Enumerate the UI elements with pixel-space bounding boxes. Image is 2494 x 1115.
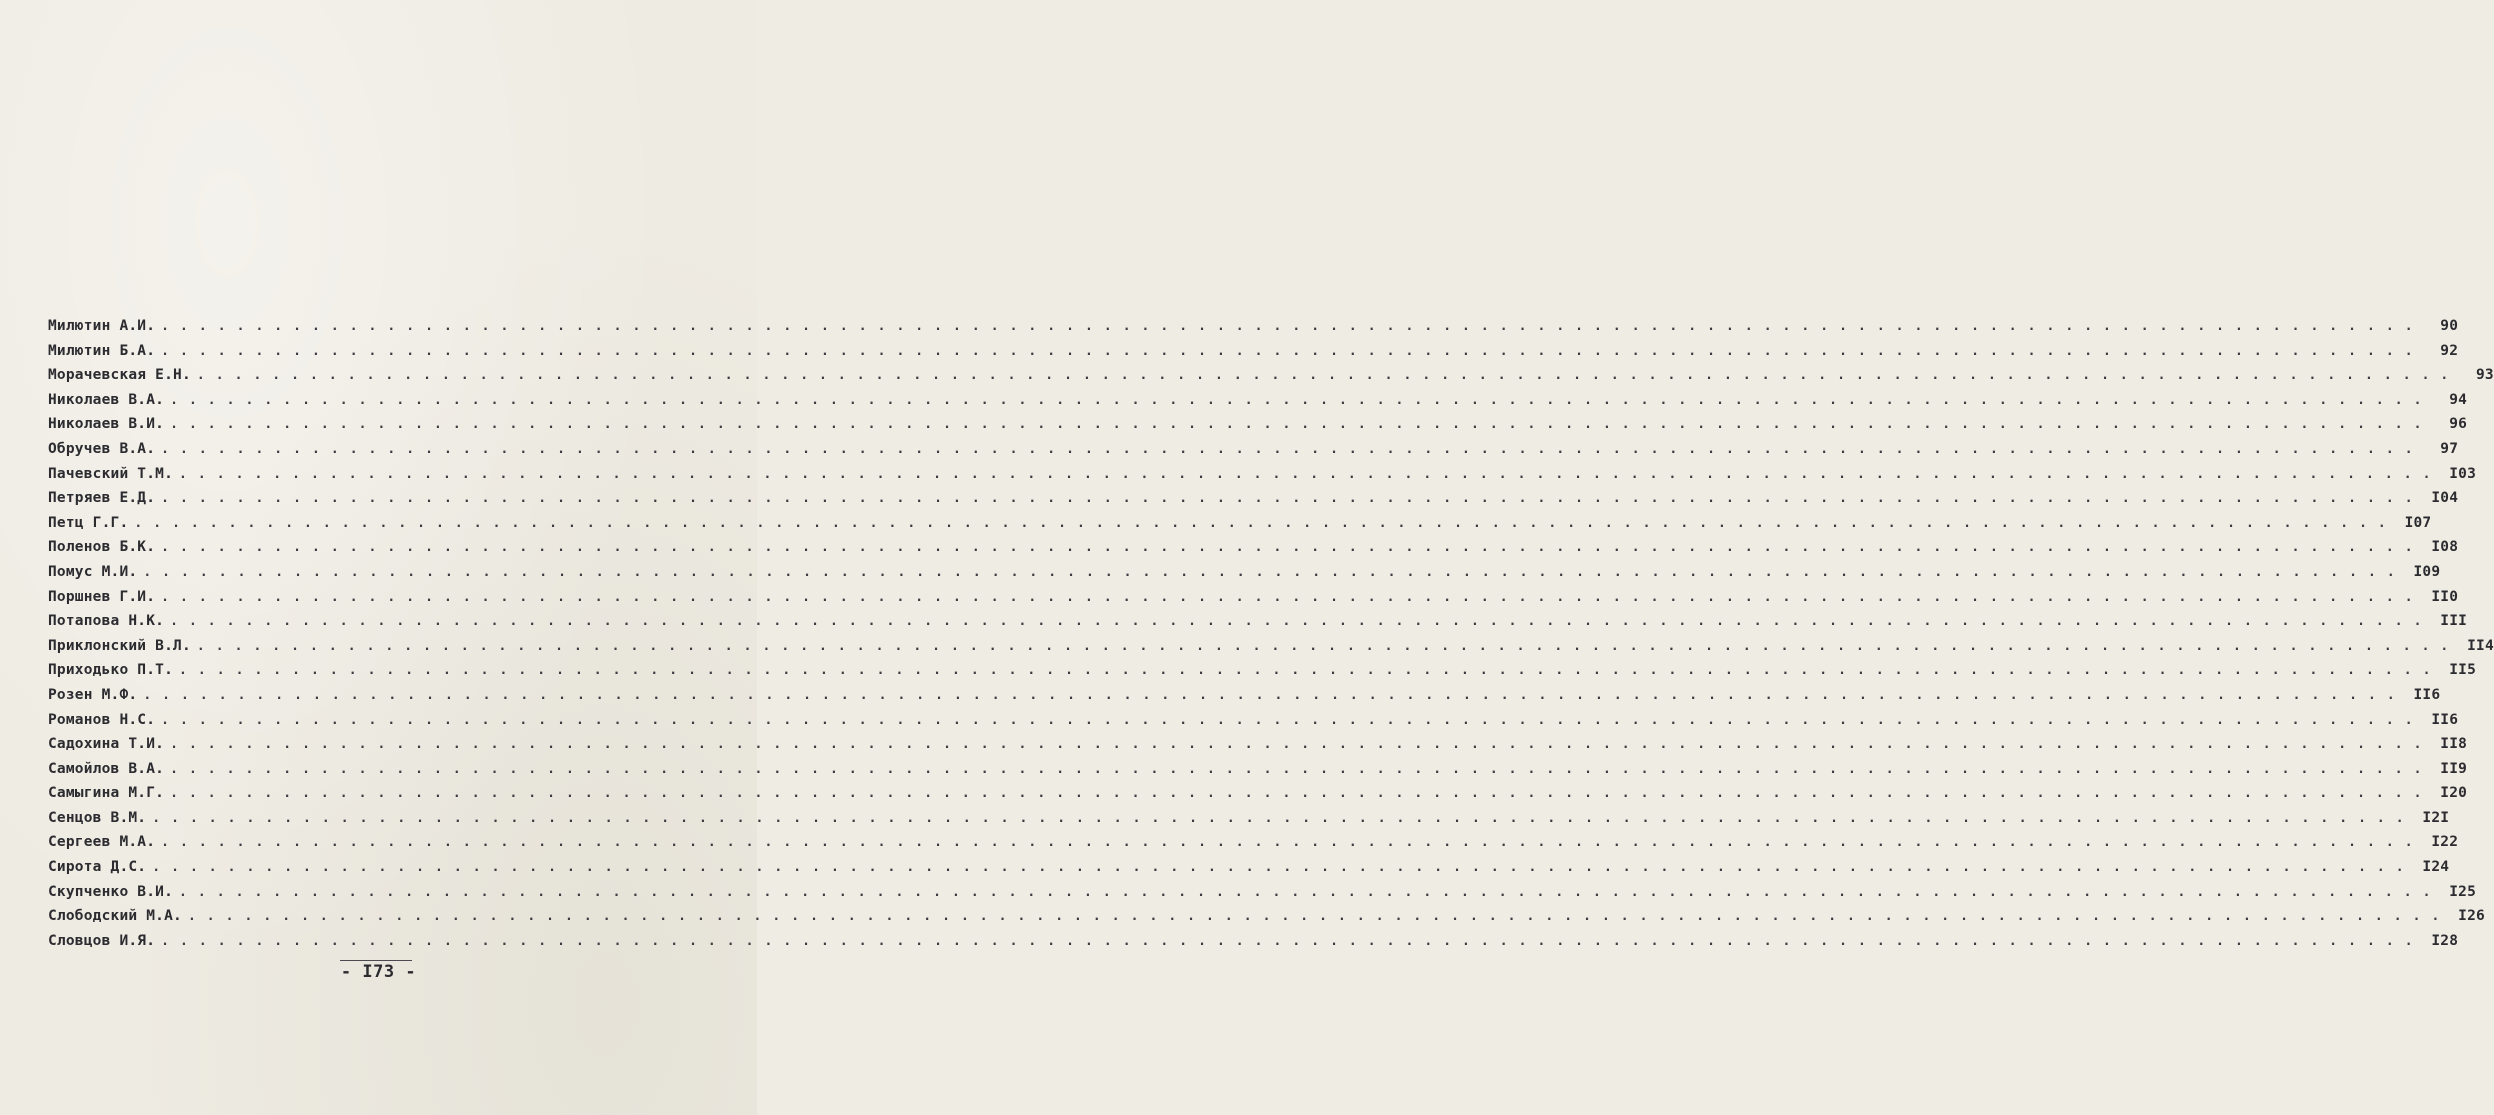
index-entry [48, 904, 2485, 929]
index-entry [48, 511, 2432, 536]
index-entry-leader-dots: . . . . . . . . . . . . . . . . . . . . . . . . . . . . . . . . . . . . . . . . . . . . . . . . . . . . . . . . . . . . . . . . . . . . . . . . . . . . . . . . . . . . . . . . . . . . . . . . . . . . . . . . . . . . . . . . . . . . . . . . [170, 392, 2424, 408]
index-entry-leader-dots: . . . . . . . . . . . . . . . . . . . . . . . . . . . . . . . . . . . . . . . . . . . . . . . . . . . . . . . . . . . . . . . . . . . . . . . . . . . . . . . . . . . . . . . . . . . . . . . . . . . . . . . . . . . . . . . . . . . . . . . . [170, 737, 2424, 753]
index-entry-name: Петц Г.Г. [48, 514, 129, 531]
index-entry [48, 314, 2459, 339]
index-entry-page: I03 [2449, 465, 2477, 482]
index-entry [48, 388, 2468, 413]
index-entry-leader-dots: . . . . . . . . . . . . . . . . . . . . . . . . . . . . . . . . . . . . . . . . . . . . . . . . . . . . . . . . . . . . . . . . . . . . . . . . . . . . . . . . . . . . . . . . . . . . . . . . . . . . . . . . . . . . . . . . . . . . . . . . [143, 687, 2397, 703]
index-entry-page: I04 [2431, 490, 2459, 507]
index-entry-name: Петряев Е.Д. [48, 490, 156, 507]
index-entry-leader-dots: . . . . . . . . . . . . . . . . . . . . . . . . . . . . . . . . . . . . . . . . . . . . . . . . . . . . . . . . . . . . . . . . . . . . . . . . . . . . . . . . . . . . . . . . . . . . . . . . . . . . . . . . . . . . . . . . . . . . . . . . [170, 614, 2424, 630]
index-entry-leader-dots: . . . . . . . . . . . . . . . . . . . . . . . . . . . . . . . . . . . . . . . . . . . . . . . . . . . . . . . . . . . . . . . . . . . . . . . . . . . . . . . . . . . . . . . . . . . . . . . . . . . . . . . . . . . . . . . . . . . . . . . . [161, 319, 2415, 334]
index-entry-name: Николаев В.А. [48, 391, 165, 408]
index-entry [48, 929, 2459, 954]
index-entry-name: Садохина Т.И. [48, 736, 165, 753]
index-entry [48, 855, 2450, 880]
index-entry-page: I28 [2431, 932, 2459, 949]
index-entry-page: II5 [2449, 662, 2477, 679]
index-entry-page: 94 [2449, 391, 2468, 408]
index-entry-leader-dots: . . . . . . . . . . . . . . . . . . . . . . . . . . . . . . . . . . . . . . . . . . . . . . . . . . . . . . . . . . . . . . . . . . . . . . . . . . . . . . . . . . . . . . . . . . . . . . . . . . . . . . . . . . . . . . . . . . . . . . . . [161, 491, 2415, 507]
index-entry-page: 97 [2440, 440, 2459, 457]
index-entry-name: Приходько П.Т. [48, 662, 174, 679]
index-entry-name: Приклонский В.Л. [48, 637, 191, 654]
page-number [0, 962, 757, 982]
index-entry-page: II0 [2431, 588, 2459, 605]
index-entry-page: II8 [2440, 736, 2468, 753]
index-entry-page: I07 [2404, 514, 2432, 531]
name-index-list [48, 314, 2494, 953]
index-entry-name: Сирота Д.С. [48, 859, 147, 876]
index-entry-name: Николаев В.И. [48, 416, 165, 433]
index-entry-name: Слободский М.А. [48, 908, 182, 925]
index-entry-page: II9 [2440, 760, 2468, 777]
page-number-text: - I73 - [340, 962, 417, 982]
index-entry-name: Самыгина М.Г. [48, 785, 165, 802]
index-entry-leader-dots: . . . . . . . . . . . . . . . . . . . . . . . . . . . . . . . . . . . . . . . . . . . . . . . . . . . . . . . . . . . . . . . . . . . . . . . . . . . . . . . . . . . . . . . . . . . . . . . . . . . . . . . . . . . . . . . . . . . . . . . . [161, 540, 2415, 556]
index-entry-leader-dots: . . . . . . . . . . . . . . . . . . . . . . . . . . . . . . . . . . . . . . . . . . . . . . . . . . . . . . . . . . . . . . . . . . . . . . . . . . . . . . . . . . . . . . . . . . . . . . . . . . . . . . . . . . . . . . . . . . . . . . . . [161, 835, 2415, 851]
index-entry-leader-dots: . . . . . . . . . . . . . . . . . . . . . . . . . . . . . . . . . . . . . . . . . . . . . . . . . . . . . . . . . . . . . . . . . . . . . . . . . . . . . . . . . . . . . . . . . . . . . . . . . . . . . . . . . . . . . . . . . . . . . . . . [152, 860, 2406, 876]
index-entry-page: I26 [2458, 908, 2485, 925]
index-entry-page: II6 [2413, 686, 2441, 703]
index-entry [48, 683, 2441, 708]
index-entry-page: I09 [2413, 563, 2441, 580]
index-entry-leader-dots: . . . . . . . . . . . . . . . . . . . . . . . . . . . . . . . . . . . . . . . . . . . . . . . . . . . . . . . . . . . . . . . . . . . . . . . . . . . . . . . . . . . . . . . . . . . . . . . . . . . . . . . . . . . . . . . . . . . . . . . . [152, 810, 2406, 826]
index-entry-leader-dots: . . . . . . . . . . . . . . . . . . . . . . . . . . . . . . . . . . . . . . . . . . . . . . . . . . . . . . . . . . . . . . . . . . . . . . . . . . . . . . . . . . . . . . . . . . . . . . . . . . . . . . . . . . . . . . . . . . . . . . . . [196, 638, 2450, 654]
index-entry [48, 880, 2477, 905]
index-entry-name: Помус М.И. [48, 563, 138, 580]
index-entry-leader-dots: . . . . . . . . . . . . . . . . . . . . . . . . . . . . . . . . . . . . . . . . . . . . . . . . . . . . . . . . . . . . . . . . . . . . . . . . . . . . . . . . . . . . . . . . . . . . . . . . . . . . . . . . . . . . . . . . . . . . . . . . [161, 589, 2415, 605]
index-entry-page: I24 [2422, 859, 2450, 876]
index-entry-page: III [2440, 613, 2468, 630]
index-entry [48, 708, 2459, 733]
index-entry-page: 90 [2440, 318, 2459, 334]
index-entry [48, 585, 2459, 610]
index-entry-name: Обручев В.А. [48, 440, 156, 457]
index-entry [48, 486, 2459, 511]
index-entry [48, 609, 2468, 634]
index-entry-leader-dots: . . . . . . . . . . . . . . . . . . . . . . . . . . . . . . . . . . . . . . . . . . . . . . . . . . . . . . . . . . . . . . . . . . . . . . . . . . . . . . . . . . . . . . . . . . . . . . . . . . . . . . . . . . . . . . . . . . . . . . . . [179, 663, 2433, 679]
index-entry-page: I20 [2440, 785, 2468, 802]
index-entry-page: I08 [2431, 539, 2459, 556]
index-entry-name: Милютин Б.А. [48, 342, 156, 359]
index-entry [48, 339, 2459, 364]
index-entry-leader-dots: . . . . . . . . . . . . . . . . . . . . . . . . . . . . . . . . . . . . . . . . . . . . . . . . . . . . . . . . . . . . . . . . . . . . . . . . . . . . . . . . . . . . . . . . . . . . . . . . . . . . . . . . . . . . . . . . . . . . . . . . [134, 515, 2388, 531]
index-entry [48, 757, 2468, 782]
index-entry [48, 806, 2450, 831]
index-entry [48, 658, 2477, 683]
index-entry-page: I25 [2449, 883, 2477, 900]
page-number-rule [340, 960, 412, 961]
index-entry-leader-dots: . . . . . . . . . . . . . . . . . . . . . . . . . . . . . . . . . . . . . . . . . . . . . . . . . . . . . . . . . . . . . . . . . . . . . . . . . . . . . . . . . . . . . . . . . . . . . . . . . . . . . . . . . . . . . . . . . . . . . . . . [187, 909, 2441, 925]
index-entry-name: Поленов Б.К. [48, 539, 156, 556]
index-entry-name: Словцов И.Я. [48, 932, 156, 949]
index-entry-name: Самойлов В.А. [48, 760, 165, 777]
index-entry-name: Пачевский Т.М. [48, 465, 174, 482]
index-entry-leader-dots: . . . . . . . . . . . . . . . . . . . . . . . . . . . . . . . . . . . . . . . . . . . . . . . . . . . . . . . . . . . . . . . . . . . . . . . . . . . . . . . . . . . . . . . . . . . . . . . . . . . . . . . . . . . . . . . . . . . . . . . . [161, 343, 2415, 359]
index-entry-name: Потапова Н.К. [48, 613, 165, 630]
index-entry-page: I2I [2422, 809, 2450, 826]
index-entry-leader-dots: . . . . . . . . . . . . . . . . . . . . . . . . . . . . . . . . . . . . . . . . . . . . . . . . . . . . . . . . . . . . . . . . . . . . . . . . . . . . . . . . . . . . . . . . . . . . . . . . . . . . . . . . . . . . . . . . . . . . . . . . [161, 933, 2415, 949]
index-entry [48, 781, 2468, 806]
index-entry-name: Милютин А.И. [48, 318, 156, 334]
index-entry-leader-dots: . . . . . . . . . . . . . . . . . . . . . . . . . . . . . . . . . . . . . . . . . . . . . . . . . . . . . . . . . . . . . . . . . . . . . . . . . . . . . . . . . . . . . . . . . . . . . . . . . . . . . . . . . . . . . . . . . . . . . . . . [179, 466, 2433, 482]
index-entry-page: 92 [2440, 342, 2459, 359]
index-entry [48, 560, 2441, 585]
index-entry-page: 96 [2449, 416, 2468, 433]
index-entry [48, 634, 2494, 659]
index-entry-leader-dots: . . . . . . . . . . . . . . . . . . . . . . . . . . . . . . . . . . . . . . . . . . . . . . . . . . . . . . . . . . . . . . . . . . . . . . . . . . . . . . . . . . . . . . . . . . . . . . . . . . . . . . . . . . . . . . . . . . . . . . . . [170, 786, 2424, 802]
index-entry-page: II6 [2431, 711, 2459, 728]
index-entry [48, 732, 2468, 757]
index-entry [48, 437, 2459, 462]
index-entry [48, 412, 2468, 437]
index-entry [48, 363, 2494, 388]
index-entry-leader-dots: . . . . . . . . . . . . . . . . . . . . . . . . . . . . . . . . . . . . . . . . . . . . . . . . . . . . . . . . . . . . . . . . . . . . . . . . . . . . . . . . . . . . . . . . . . . . . . . . . . . . . . . . . . . . . . . . . . . . . . . . [161, 441, 2415, 457]
index-entry-leader-dots: . . . . . . . . . . . . . . . . . . . . . . . . . . . . . . . . . . . . . . . . . . . . . . . . . . . . . . . . . . . . . . . . . . . . . . . . . . . . . . . . . . . . . . . . . . . . . . . . . . . . . . . . . . . . . . . . . . . . . . . . [196, 368, 2450, 384]
index-entry-leader-dots: . . . . . . . . . . . . . . . . . . . . . . . . . . . . . . . . . . . . . . . . . . . . . . . . . . . . . . . . . . . . . . . . . . . . . . . . . . . . . . . . . . . . . . . . . . . . . . . . . . . . . . . . . . . . . . . . . . . . . . . . [179, 884, 2433, 900]
index-entry [48, 830, 2459, 855]
index-entry-name: Поршнев Г.И. [48, 588, 156, 605]
index-entry [48, 535, 2459, 560]
index-entry-name: Скупченко В.И. [48, 883, 174, 900]
index-entry-leader-dots: . . . . . . . . . . . . . . . . . . . . . . . . . . . . . . . . . . . . . . . . . . . . . . . . . . . . . . . . . . . . . . . . . . . . . . . . . . . . . . . . . . . . . . . . . . . . . . . . . . . . . . . . . . . . . . . . . . . . . . . . [161, 712, 2415, 728]
index-entry-page: II4 [2467, 637, 2494, 654]
index-entry-name: Сергеев М.А. [48, 834, 156, 851]
index-entry-page: 93 [2476, 367, 2494, 384]
index-entry-leader-dots: . . . . . . . . . . . . . . . . . . . . . . . . . . . . . . . . . . . . . . . . . . . . . . . . . . . . . . . . . . . . . . . . . . . . . . . . . . . . . . . . . . . . . . . . . . . . . . . . . . . . . . . . . . . . . . . . . . . . . . . . [170, 417, 2424, 433]
index-entry-name: Романов Н.С. [48, 711, 156, 728]
index-entry-page: I22 [2431, 834, 2459, 851]
index-entry-name: Розен М.Ф. [48, 686, 138, 703]
index-entry [48, 462, 2477, 487]
index-entry-leader-dots: . . . . . . . . . . . . . . . . . . . . . . . . . . . . . . . . . . . . . . . . . . . . . . . . . . . . . . . . . . . . . . . . . . . . . . . . . . . . . . . . . . . . . . . . . . . . . . . . . . . . . . . . . . . . . . . . . . . . . . . . [170, 761, 2424, 777]
index-entry-name: Сенцов В.М. [48, 809, 147, 826]
index-entry-leader-dots: . . . . . . . . . . . . . . . . . . . . . . . . . . . . . . . . . . . . . . . . . . . . . . . . . . . . . . . . . . . . . . . . . . . . . . . . . . . . . . . . . . . . . . . . . . . . . . . . . . . . . . . . . . . . . . . . . . . . . . . . [143, 564, 2397, 580]
index-entry-name: Морачевская Е.Н. [48, 367, 191, 384]
